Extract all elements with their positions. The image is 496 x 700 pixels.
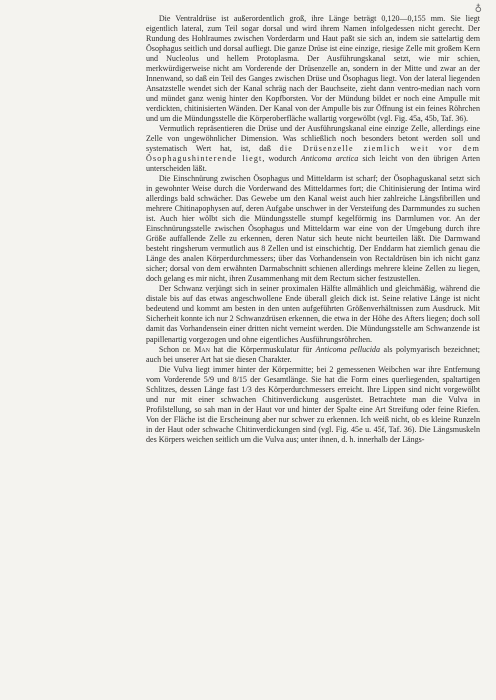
body-paragraph bbox=[146, 345, 480, 365]
body-paragraph bbox=[146, 365, 480, 445]
text-run: Der Schwanz verjüngt sich in seiner proximalen Hälfte allmählich und gleichmäßig, während die distale bis auf das etwas angeschwollene Ende überall gleich dick ist. Seine relative Länge ist nicht bedeutend und kommt am besten in den unten aufgeführten Größenverhältnissen zum Ausdruck. Mit Sicherheit konnte ich nur 2 Schwanzdrüsen erkennen, die etwa in der Höhe des Afters liegen; doch soll damit das Vorhandensein einer dritten nicht verneint werden. Die Mündungsstelle am Schwanzende ist papillenartig vorgezogen und ohne eigentliches Ausführungsröhrchen. bbox=[146, 284, 480, 344]
body-paragraph bbox=[146, 14, 480, 124]
italic-species-name: Anticoma pellucida bbox=[315, 344, 380, 354]
page-corner-mark: ♁ bbox=[474, 4, 482, 15]
emphasized-text: die Drüsenzelle ziemlich weit vor dem Ösophagushinterende liegt bbox=[146, 144, 480, 164]
text-run: Die Vulva liegt immer hinter der Körpermitte; bei 2 gemessenen Weibchen war ihre Entfernung vom Vorderende 5/9 und 8/15 der Gesamtlänge. Sie hat die Form eines querliegenden, spaltartigen Schlitzes, dessen Länge fast 1/3 des Körperdurchmessers erreicht. Ihre Lippen sind nicht vorgewölbt und nur mit einer schwachen Chitinverdickung ausgerüstet. Betrachtete man die Vulva in Profilstellung, so sah man in der Haut vor und hinter der Spalte eine Art Streifung oder feine Riefen. Von der Fläche ist die Erscheinung aber nur schwer zu erkennen. Ich weiß nicht, ob es kleine Runzeln in der Haut oder schwache Chitinverdickungen sind (vgl. Fig. 45e u. 45f, Taf. 36). Die Längsmuskeln des Körpers weichen seitlich um die Vulva aus; unter ihnen, d. h. innerhalb der Längs- bbox=[146, 364, 480, 444]
text-run: Schon bbox=[158, 344, 183, 354]
text-run: hat die Körpermuskulatur für bbox=[209, 344, 316, 354]
body-paragraph bbox=[146, 174, 480, 284]
text-run: sich leicht von den übrigen Arten unterscheiden läßt. bbox=[146, 154, 480, 174]
emphasized-text: de Man bbox=[182, 344, 210, 354]
italic-species-name: Anticoma arctica bbox=[300, 154, 359, 164]
text-run: als polymyarisch bezeichnet; auch bei unserer Art hat sie diesen Charakter. bbox=[146, 344, 480, 364]
text-run: Die Einschnürung zwischen Ösophagus und Mitteldarm ist scharf; der Ösophaguskanal setzt sich in gewohnter Weise durch die Vorderwand des Mitteldarmes fort; die Chitinisierung der Intima wird allerdings bald schwächer. Das Gewebe um den Kanal weist auch hier zahlreiche Längsfibrillen und mehrere Chitinapophysen auf, deren Aufgabe unschwer in der Versteifung des Darmmundes zu suchen ist. Auch hier wölbt sich die Mündungsstelle stumpf kegelförmig ins Darmlumen vor. An der Einschnürungsstelle zwischen Ösophagus und Mitteldarm war eine von der Umgebung durch ihre Größe auffallende Zelle zu erkennen, deren Natur sich heute nicht beurteilen läßt. Die Darmwand besteht ringsherum vermutlich aus 8 Zellen und ist einschichtig. Der Enddarm hat ziemlich genau die Länge des analen Körperdurchmessers; über das Vorhandensein von Rectaldrüsen bin ich nicht ganz sicher; dorsal von dem erwähnten Darmabschnitt schienen allerdings mehrere kleine Zellen zu liegen, doch gelang es mir nicht, ihren Zusammenhang mit dem Rectum sicher festzustellen. bbox=[146, 174, 480, 284]
text-run: Die Ventraldrüse ist außerordentlich groß, ihre Länge beträgt 0,120—0,155 mm. Sie liegt eigentlich lateral, zum Teil sogar dorsal und wird ihrem Namen infolgedessen nicht gerecht. Der Rundung des Hohlraumes zwischen Vorderdarm und Haut paßt sie sich an, indem sie sattelartig dem Ösophagus seitlich und dorsal aufliegt. Die ganze Drüse ist eine einzige, riesige Zelle mit großem Kern und Nucleolus und hellem Protoplasma. Der Ausführungskanal setzt, wie mir schien, merkwürdigerweise nicht am Vorderende der Drüsenzelle an, sondern in der Mitte und zwar an der Innenwand, so daß ein Teil des Ganges zwischen Drüse und Ösophagus liegt. Von der lateral liegenden Ansatzstelle wendet sich der Kanal schräg nach der Bauchseite, zieht dann ventro-median nach vorn und mündet ganz wenig hinter den Kopfborsten. Vor der Mündung bildet er noch eine Ampulle mit verdickten, chitinisierten Wänden. Der Kanal von der Ampulle bis zur Öffnung ist ein feines Röhrchen und um die Mündungsstelle die Körperoberfläche wallartig vorgewölbt (vgl. Fig. 45a, 45b, Taf. 36). bbox=[146, 14, 480, 124]
text-run: , wodurch bbox=[262, 154, 301, 164]
text-column bbox=[146, 14, 480, 445]
body-paragraph bbox=[146, 284, 480, 344]
body-paragraph bbox=[146, 124, 480, 174]
text-run: Vermutlich repräsentieren die Drüse und der Ausführungskanal eine einzige Zelle, allerdings eine Zelle von ungewöhnlicher Dimension. Was schließlich noch besonders betont werden soll und systematisch Wert hat, ist, daß bbox=[146, 124, 480, 154]
